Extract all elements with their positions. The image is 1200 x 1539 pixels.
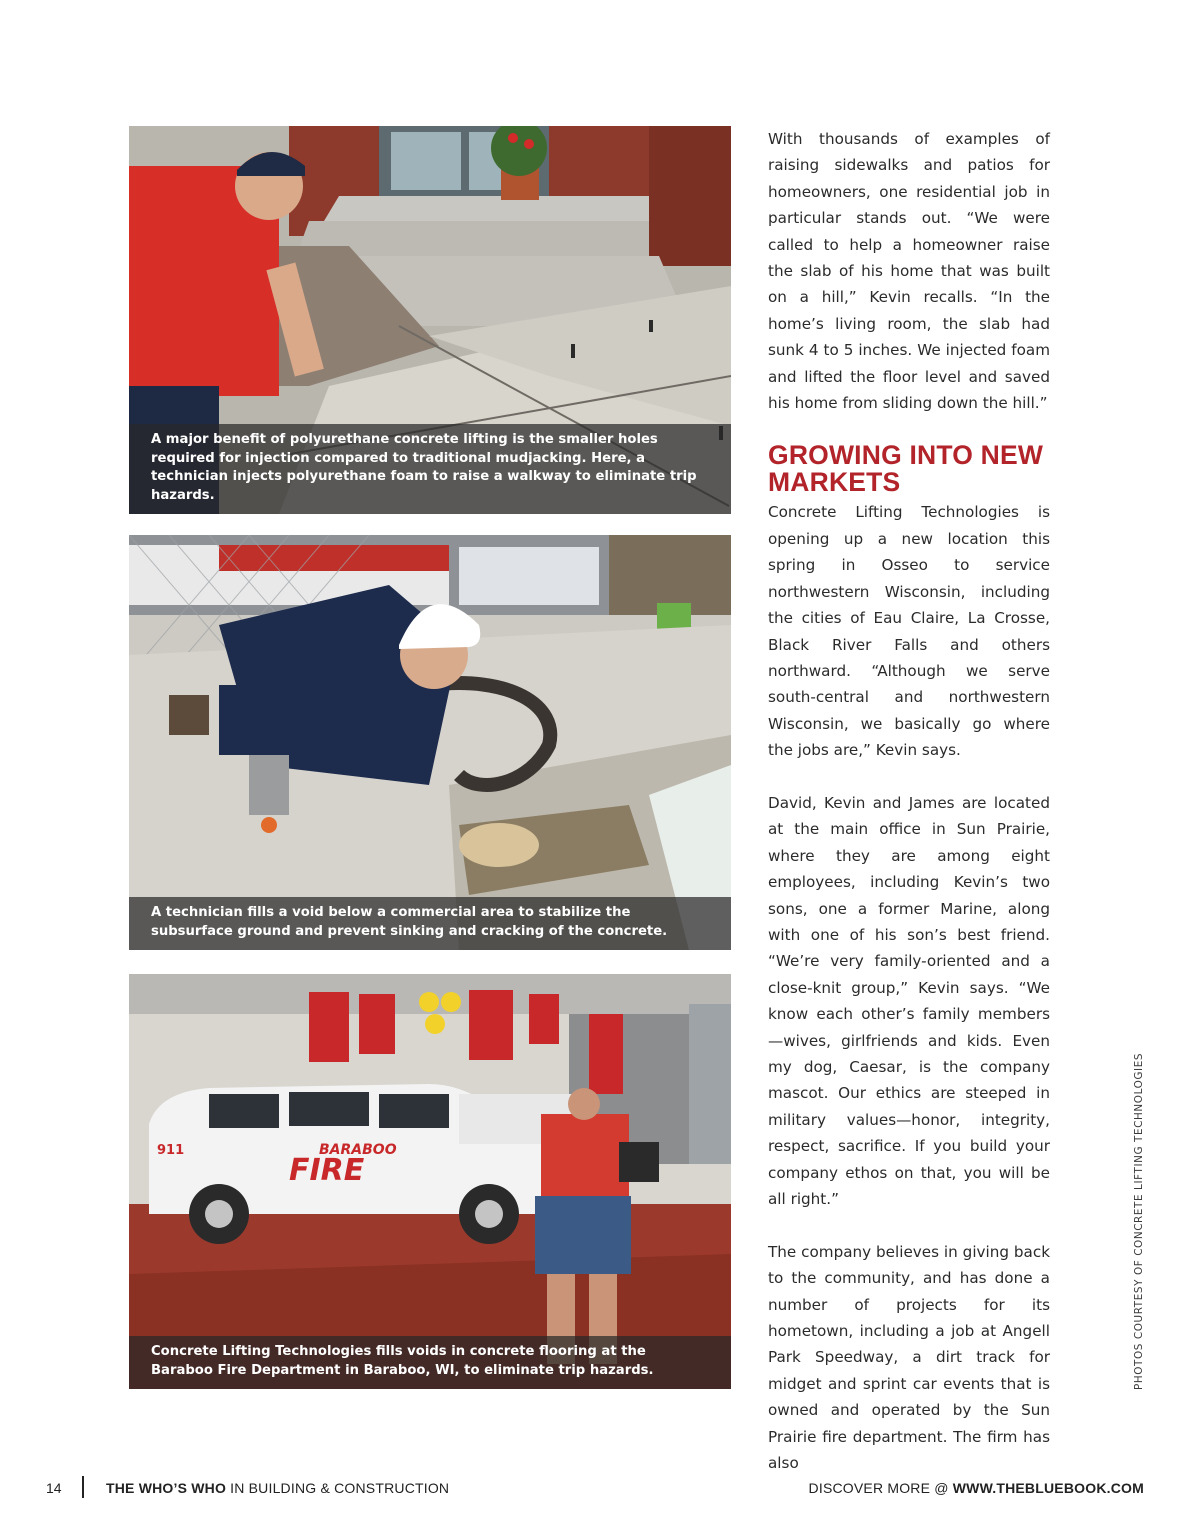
website-link[interactable]: WWW.THEBLUEBOOK.COM — [952, 1480, 1144, 1496]
photo-commercial-illustration — [129, 535, 731, 950]
publication-title-bold: THE WHO’S WHO — [106, 1480, 227, 1496]
caption-text: Concrete Lifting Technologies fills voids in concrete flooring at the Baraboo Fire Department in Baraboo, WI, to eliminate trip hazards. — [151, 1344, 654, 1378]
publication-title-rest: IN BUILDING & CONSTRUCTION — [226, 1480, 450, 1496]
footer-divider — [82, 1476, 84, 1498]
publication-title — [106, 1480, 449, 1496]
vehicle-911-label: 911 — [157, 1143, 185, 1158]
vehicle-baraboo-label: BARABOO — [319, 1142, 397, 1158]
photo-caption — [129, 1336, 731, 1389]
photo-caption — [129, 897, 731, 950]
vehicle-fire-label: FIRE — [289, 1153, 365, 1188]
photo-credit: PHOTOS COURTESY OF CONCRETE LIFTING TECHNOLOGIES — [1133, 1052, 1145, 1390]
caption-text: A major benefit of polyurethane concrete lifting is the smaller holes required for injection compared to traditional mudjacking. Here, a technician injects polyurethane foam to raise a walkway to eliminate trip hazards. — [151, 432, 697, 503]
discover-more — [809, 1480, 1144, 1496]
photo-sidewalk-injection — [129, 126, 731, 514]
article-column — [768, 126, 1050, 1476]
article-paragraph: Concrete Lifting Technologies is opening up a new location this spring in Osseo to service northwestern Wisconsin, including the cities of Eau Claire, La Crosse, Black River Falls and others northward. “Although we serve south-central and northwestern Wisconsin, we basically go where the jobs are,” Kevin says. — [768, 503, 1050, 760]
photo-fire-department-illustration — [129, 974, 731, 1389]
section-heading: GROWING INTO NEW MARKETS — [768, 440, 1044, 498]
photo-commercial-void-fill — [129, 535, 731, 950]
caption-text: A technician fills a void below a commercial area to stabilize the subsurface ground and prevent sinking and cracking of the concrete. — [151, 905, 668, 939]
photo-fire-department — [129, 974, 731, 1389]
article-paragraph: David, Kevin and James are located at the main office in Sun Prairie, where they are among eight employees, including Kevin’s two sons, one a former Marine, along with one of his son’s best friend. “We’re very family-oriented and a close-knit group,” Kevin says. “We know each other’s family members—wives, girlfriends and kids. Even my dog, Caesar, is the company mascot. Our ethics are steeped in military values—honor, integrity, respect, sacrifice. If you build your company ethos on that, you will be all right.” — [768, 793, 1050, 1209]
photo-caption — [129, 424, 731, 514]
article-paragraph: With thousands of examples of raising sidewalks and patios for homeowners, one residential job in particular stands out. “We were called to help a homeowner raise the slab of his home that was built on a hill,” Kevin recalls. “In the home’s living room, the slab had sunk 4 to 5 inches. We injected foam and lifted the floor level and saved his home from sliding down the hill.” — [768, 130, 1050, 413]
discover-label: DISCOVER MORE @ — [808, 1480, 953, 1496]
article-paragraph: The company believes in giving back to the community, and has done a number of projects for its hometown, including a job at Angell Park Speedway, a dirt track for midget and sprint car events that is owned and operated by the Sun Prairie fire department. The firm has also — [768, 1242, 1050, 1473]
page-footer — [0, 1476, 1200, 1500]
page-number: 14 — [46, 1480, 62, 1496]
